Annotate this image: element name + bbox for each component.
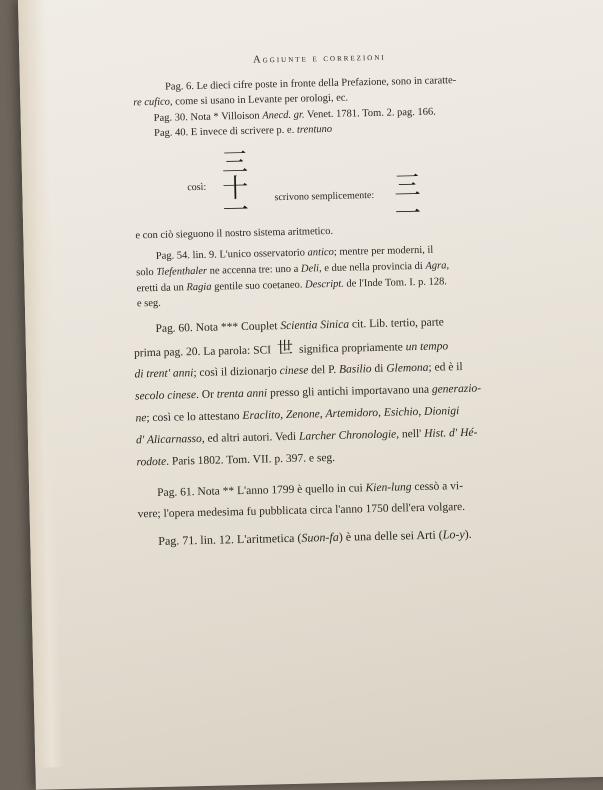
- text-line: eretti da un Ragia gentile suo coetaneo. Descript. de l'Inde Tom. I. p. 128.: [136, 276, 448, 295]
- chinese-numeral-one: 一: [222, 195, 250, 227]
- chinese-numeral-one-right: 一: [394, 198, 422, 230]
- text-line: Pag. 30. Nota * Villoison Anecd. gr. Venet. 1781. Tom. 2. pag. 166.: [153, 106, 436, 124]
- page-binding: [18, 0, 63, 768]
- chinese-numeral-three: 三: [393, 170, 421, 202]
- text-line: solo Tiefenthaler ne accenna tre: uno a Deli, e due nella provincia di Agra,: [136, 260, 450, 279]
- chinese-numeral-ten: 十: [222, 173, 249, 205]
- text-line: di trent' anni; così il dizionarjo cinese del P. Basilio di Glemona; ed è il: [134, 361, 463, 381]
- text-line: e seg.: [136, 297, 161, 310]
- scrivono-label: scrivono semplicemente:: [274, 189, 375, 204]
- chinese-numeral-thirty: 三: [221, 147, 249, 179]
- book-page: [18, 0, 603, 790]
- text-line: vere; l'opera medesima fu pubblicata circa l'anno 1750 dell'era volgare.: [137, 500, 466, 521]
- text-line: secolo cinese. Or trenta anni presso gli antichi importavano una generazio-: [134, 382, 482, 403]
- text-line: Pag. 61. Nota ** L'anno 1799 è quello in cui Kien-lung cessò a vi-: [157, 480, 464, 499]
- text-line: Pag. 60. Nota *** Couplet Scientia Sinica cit. Lib. tertio, parte: [155, 316, 444, 335]
- text-line: Pag. 6. Le dieci cifre poste in fronte della Prefazione, sono in caratte-: [164, 75, 457, 93]
- text-line: e con ciò sieguono il nostro sistema aritmetico.: [135, 225, 334, 242]
- cosi-label: così:: [187, 181, 207, 194]
- page-title: Aggiunte e correzioni: [252, 51, 386, 66]
- text-line: ne; così ce lo attestano Eraclito, Zenone, Artemidoro, Esichio, Dionigi: [135, 405, 460, 425]
- text-line: Pag. 40. E invece di scrivere p. e. trentuno: [153, 123, 333, 139]
- chinese-char-sci: 世: [276, 337, 294, 358]
- text-line: rodote. Paris 1802. Tom. VII. p. 397. e seg.: [136, 451, 336, 469]
- text-line: prima pag. 20. La parola: SCI 世 significa propriamente un tempo: [133, 337, 449, 360]
- text-line: d' Alicarnasso, ed altri autori. Vedi Larcher Chronologie, nell' Hist. d' Hé-: [135, 426, 478, 447]
- text-line: Pag. 71. lin. 12. L'aritmetica (Suon-fa) è una delle sei Arti (Lo-y).: [158, 526, 472, 548]
- text-line: re cufico, come si usano in Levante per orologi, ec.: [133, 92, 349, 109]
- text-line: Pag. 54. lin. 9. L'unico osservatorio antico; mentre per moderni, il: [155, 244, 434, 262]
